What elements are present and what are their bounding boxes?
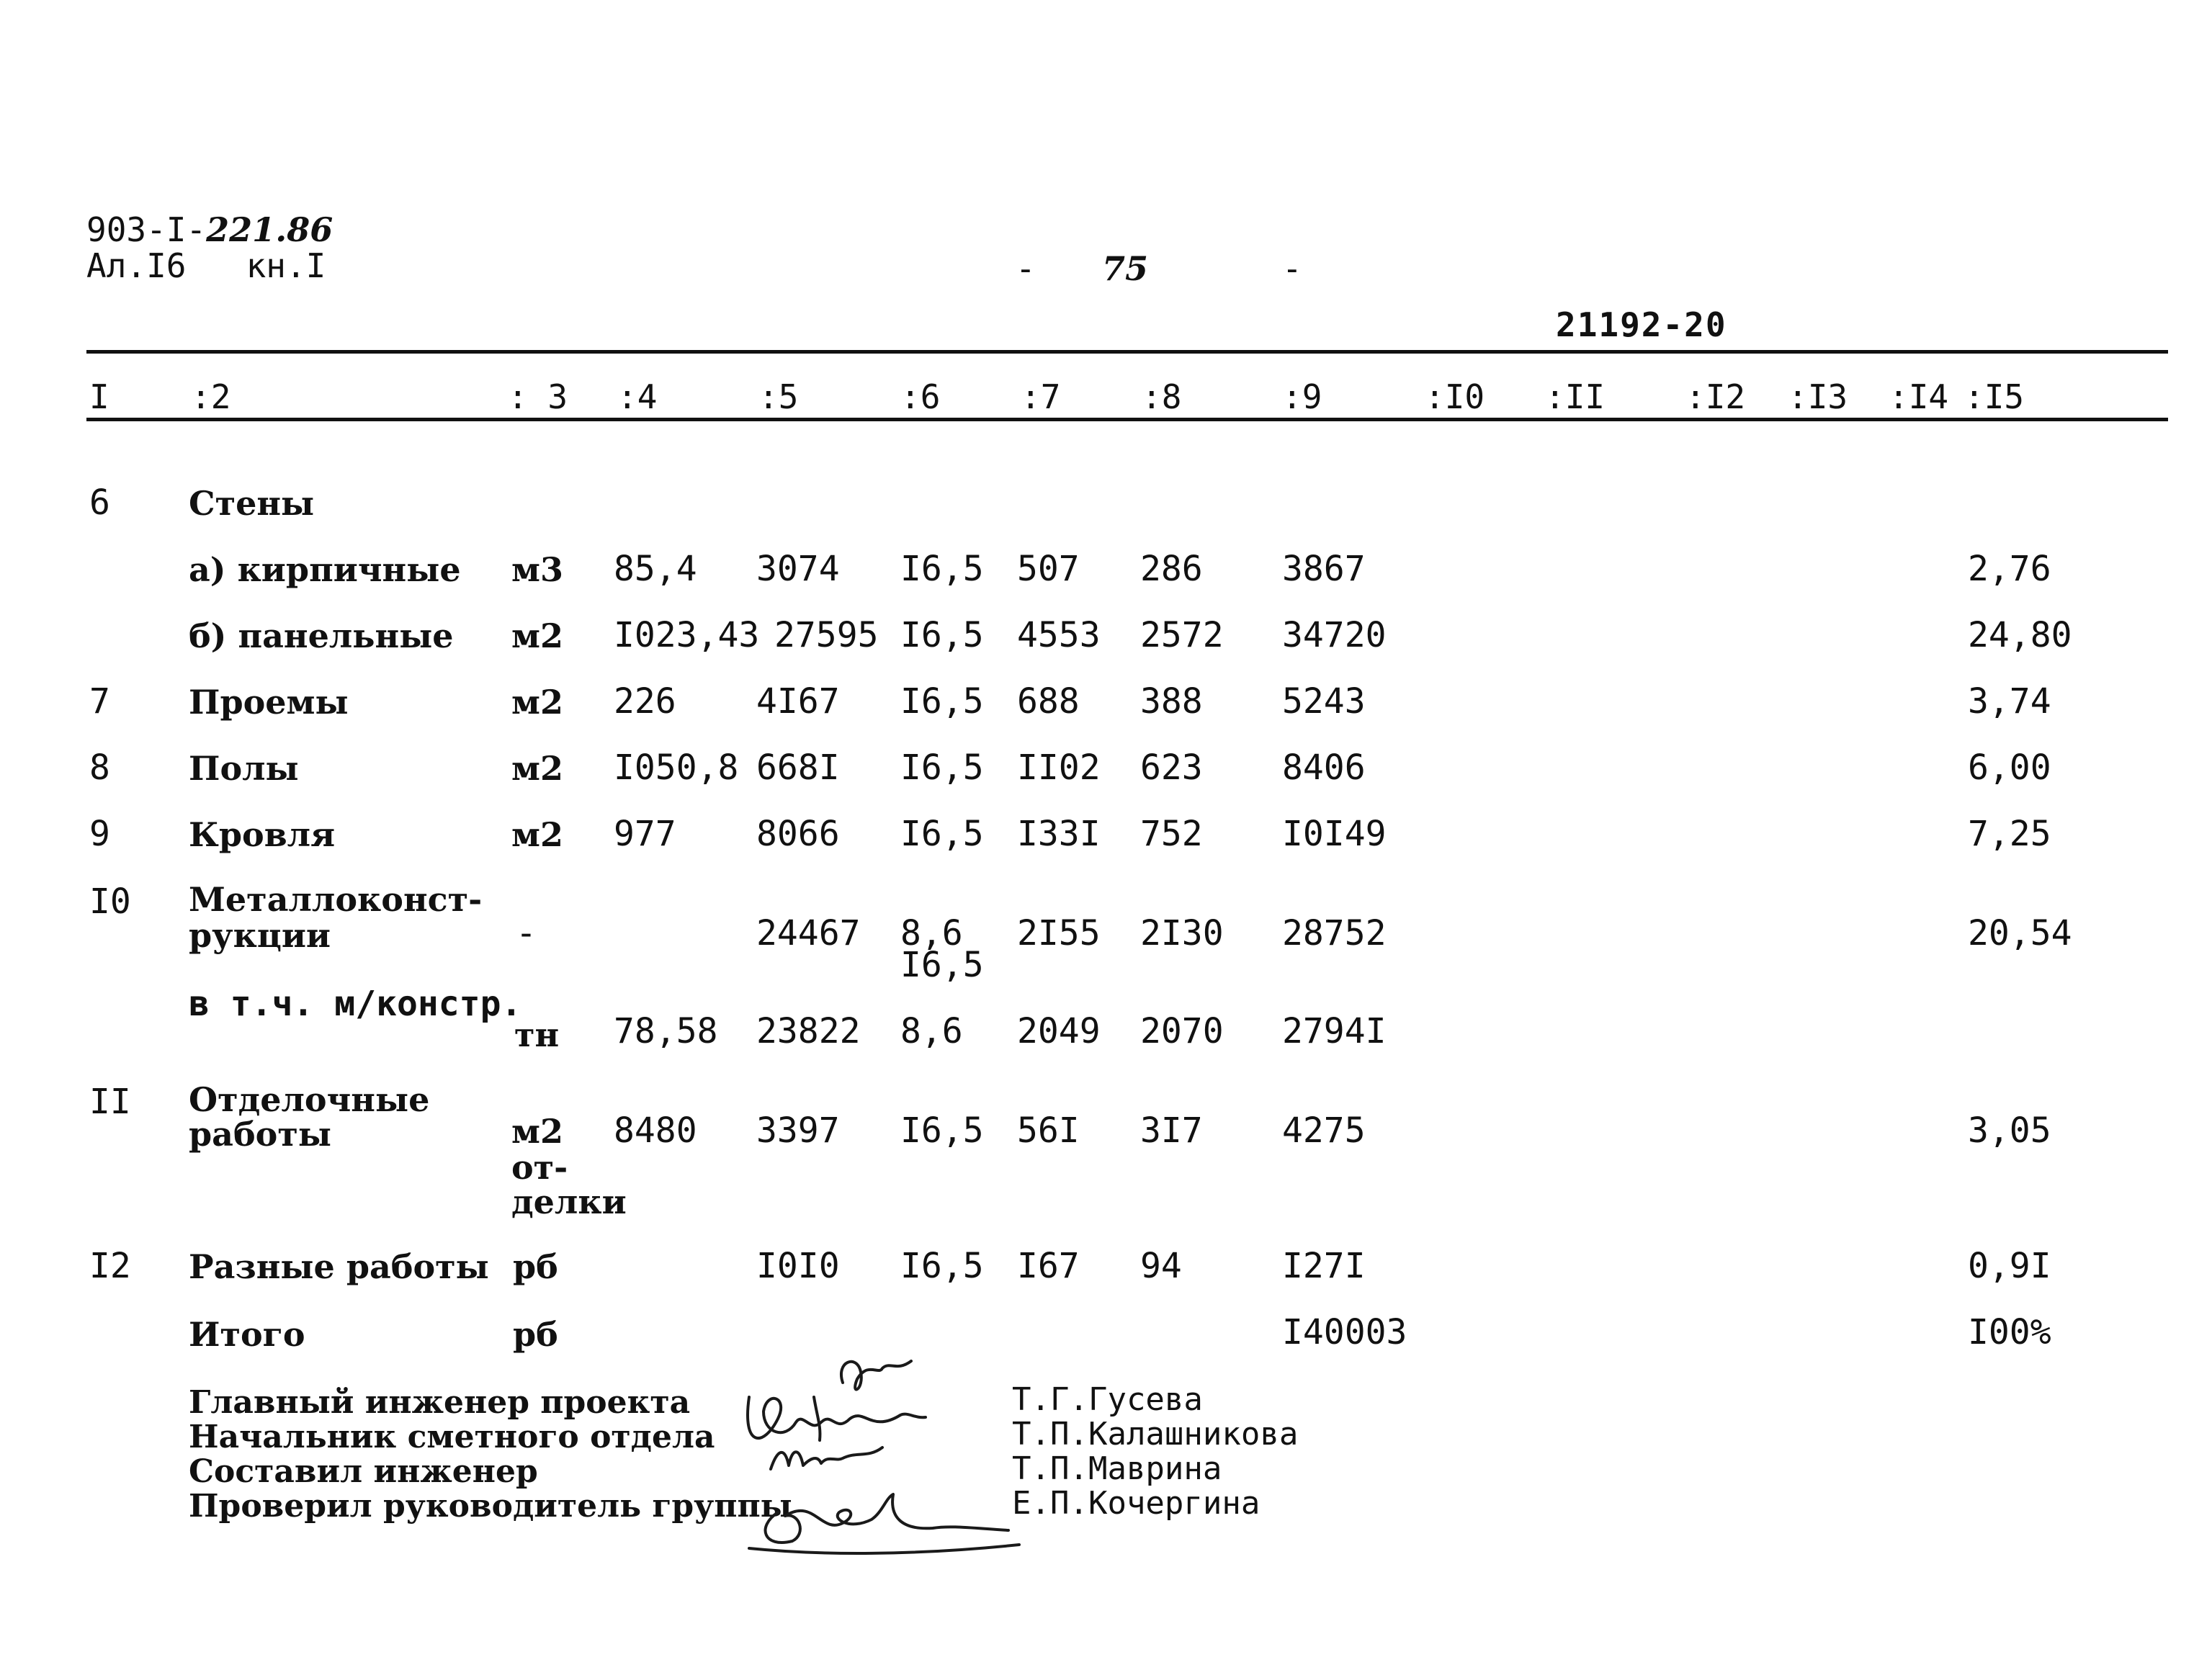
cell-col8: 3I7 [1140,1110,1203,1151]
cell-col15: 3,74 [1968,681,2051,722]
signature-stroke [814,1397,820,1440]
cell-col5: 4I67 [756,681,840,722]
row-unit: м3 [511,550,563,589]
column-header-8: :8 [1142,377,1182,416]
cell-col9: 4275 [1282,1110,1366,1151]
column-header-2: :2 [191,377,231,416]
cell-col4: 8480 [614,1110,697,1151]
column-header-6: :6 [900,377,941,416]
row-name: Итого [189,1315,305,1354]
column-header-1: I [89,377,109,416]
cell-col8: 94 [1140,1246,1182,1286]
album-book [86,246,326,285]
column-header-3: : 3 [508,377,568,416]
cell-col5: 24467 [756,913,861,953]
cell-col6: I6,5 [900,1246,984,1286]
cell-col4: 85,4 [614,549,697,589]
signatory-title: Главный инженер проекта [189,1384,691,1421]
column-header-11: :II [1545,377,1606,416]
cell-col4: I050,8 [614,748,739,788]
cell-col8: 2070 [1140,1011,1224,1051]
cell-col4: 226 [614,681,676,722]
signature-stroke [841,1361,911,1389]
cell-col7: I67 [1017,1246,1080,1286]
cell-col9: 8406 [1282,748,1366,788]
page-dash-right: - [1282,249,1302,288]
cell-col7: II02 [1017,748,1101,788]
cell-col8: 388 [1140,681,1203,722]
handwritten-signatures-image [735,1339,1037,1555]
signature-stroke [766,1494,1008,1543]
row-number: 8 [89,748,110,788]
row-name: Проемы [189,683,349,722]
column-header-13: :I3 [1788,377,1848,416]
cell-col15: 7,25 [1968,814,2051,854]
row-unit: м2 [511,683,563,722]
cell-col5: I0I0 [756,1246,840,1286]
column-header-4: :4 [617,377,658,416]
cell-col8: 286 [1140,549,1203,589]
cell-col4: 78,58 [614,1011,718,1051]
row-number: 7 [89,681,110,722]
column-header-15: :I5 [1964,377,2025,416]
cell-col7: 688 [1017,681,1080,722]
cell-col15: 6,00 [1968,748,2051,788]
signatory-name: Т.П.Калашникова [1012,1416,1299,1453]
book: кн.I [246,246,326,285]
row-unit: м2 [511,815,563,854]
page-number: 75 [1102,249,1149,288]
column-header-7: :7 [1021,377,1061,416]
cell-col7: 2I55 [1017,913,1101,953]
row-number: I0 [89,881,131,922]
row-number: I2 [89,1246,131,1286]
cell-col8: 2I30 [1140,913,1224,953]
signatory-title: Составил инженер [189,1453,538,1490]
cell-col4: I023,43 [614,615,760,655]
row-name: б) панельные [189,616,454,655]
cell-col8: 623 [1140,748,1203,788]
row-unit-line2: от- [511,1148,568,1187]
signatory-name: Т.Г.Гусева [1012,1381,1203,1418]
album: Ал.I6 [86,246,187,285]
column-header-5: :5 [758,377,799,416]
cell-col5: 3074 [756,549,840,589]
cell-col6: I6,5 [900,1110,984,1151]
signatory-name: Т.П.Маврина [1012,1450,1222,1487]
cell-col6: I6,5 [900,549,984,589]
doc-code-printed: 903-I- [86,210,207,249]
signatory-name: Е.П.Кочергина [1012,1485,1261,1522]
row-name-continued: рукции [189,916,331,955]
cell-col7: 507 [1017,549,1080,589]
signature-stroke [771,1447,882,1469]
cell-col8: 2572 [1140,615,1224,655]
row-unit: рб [513,1247,558,1286]
cell-col9: 28752 [1282,913,1387,953]
cell-col15: 3,05 [1968,1110,2051,1151]
cell-col15: 24,80 [1968,615,2072,655]
cell-col5: 3397 [756,1110,840,1151]
doc-code [86,210,333,249]
cell-col9: I0I49 [1282,814,1387,854]
cell-col9: 34720 [1282,615,1387,655]
row-name: Полы [189,749,299,788]
row-name: Металлоконст- [189,880,483,919]
row-number: 6 [89,482,110,523]
row-name: в т.ч. м/констр. [189,984,522,1024]
cell-col6: I6,5 [900,681,984,722]
cell-col15: I00% [1968,1312,2051,1352]
cell-col6: 8,6 [900,1011,963,1051]
row-name: Отделочные [189,1080,430,1119]
signatory-title: Проверил руководитель группы [189,1488,792,1525]
cell-col7: I33I [1017,814,1101,854]
row-number: 9 [89,814,110,854]
cell-col6: I6,5 [900,814,984,854]
cell-col6: I6,5 [900,748,984,788]
row-unit: м2 [511,1112,563,1151]
page-dash-left: - [1016,249,1036,288]
column-header-9: :9 [1282,377,1322,416]
row-unit: м2 [511,616,563,655]
cell-col7: 4553 [1017,615,1101,655]
cell-col4: 977 [614,814,676,854]
signatory-title: Начальник сметного отдела [189,1419,715,1455]
cell-col5: 8066 [756,814,840,854]
top-rule [86,350,2168,354]
cell-col7: 56I [1017,1110,1080,1151]
header-underline-rule [86,418,2168,421]
cell-col15: 0,9I [1968,1246,2051,1286]
row-name: Разные работы [189,1247,489,1286]
row-unit: тн [514,1015,560,1054]
cell-col7: 2049 [1017,1011,1101,1051]
cell-col5: 668I [756,748,840,788]
column-header-10: :I0 [1425,377,1485,416]
cell-col5: 23822 [756,1011,861,1051]
cell-col9: I27I [1282,1246,1366,1286]
row-name: а) кирпичные [189,550,461,589]
cell-col9: 3867 [1282,549,1366,589]
row-unit: рб [513,1315,558,1354]
doc-code-handwritten: 221.86 [206,210,333,249]
row-unit-line3: делки [511,1182,627,1221]
cell-col8: 752 [1140,814,1203,854]
row-unit: - [516,913,537,953]
cell-col6-second: I6,5 [900,945,984,985]
cell-col15: 20,54 [1968,913,2072,953]
cell-col9: I40003 [1282,1312,1407,1352]
column-header-12: :I2 [1685,377,1746,416]
cell-col9: 5243 [1282,681,1366,722]
row-name: Кровля [189,815,336,854]
column-header-14: :I4 [1889,377,1949,416]
row-number: II [89,1082,131,1122]
inventory-number: 21192-20 [1556,305,1727,344]
signature-stroke [748,1397,926,1438]
row-name: Стены [189,484,315,523]
signature-stroke [749,1545,1019,1553]
row-name-continued: работы [189,1115,331,1154]
cell-col6: I6,5 [900,615,984,655]
cell-col15: 2,76 [1968,549,2051,589]
row-unit: м2 [511,749,563,788]
cell-col6: 8,6 [900,913,963,953]
cell-col9: 2794I [1282,1011,1387,1051]
cell-col5: 27595 [774,615,879,655]
